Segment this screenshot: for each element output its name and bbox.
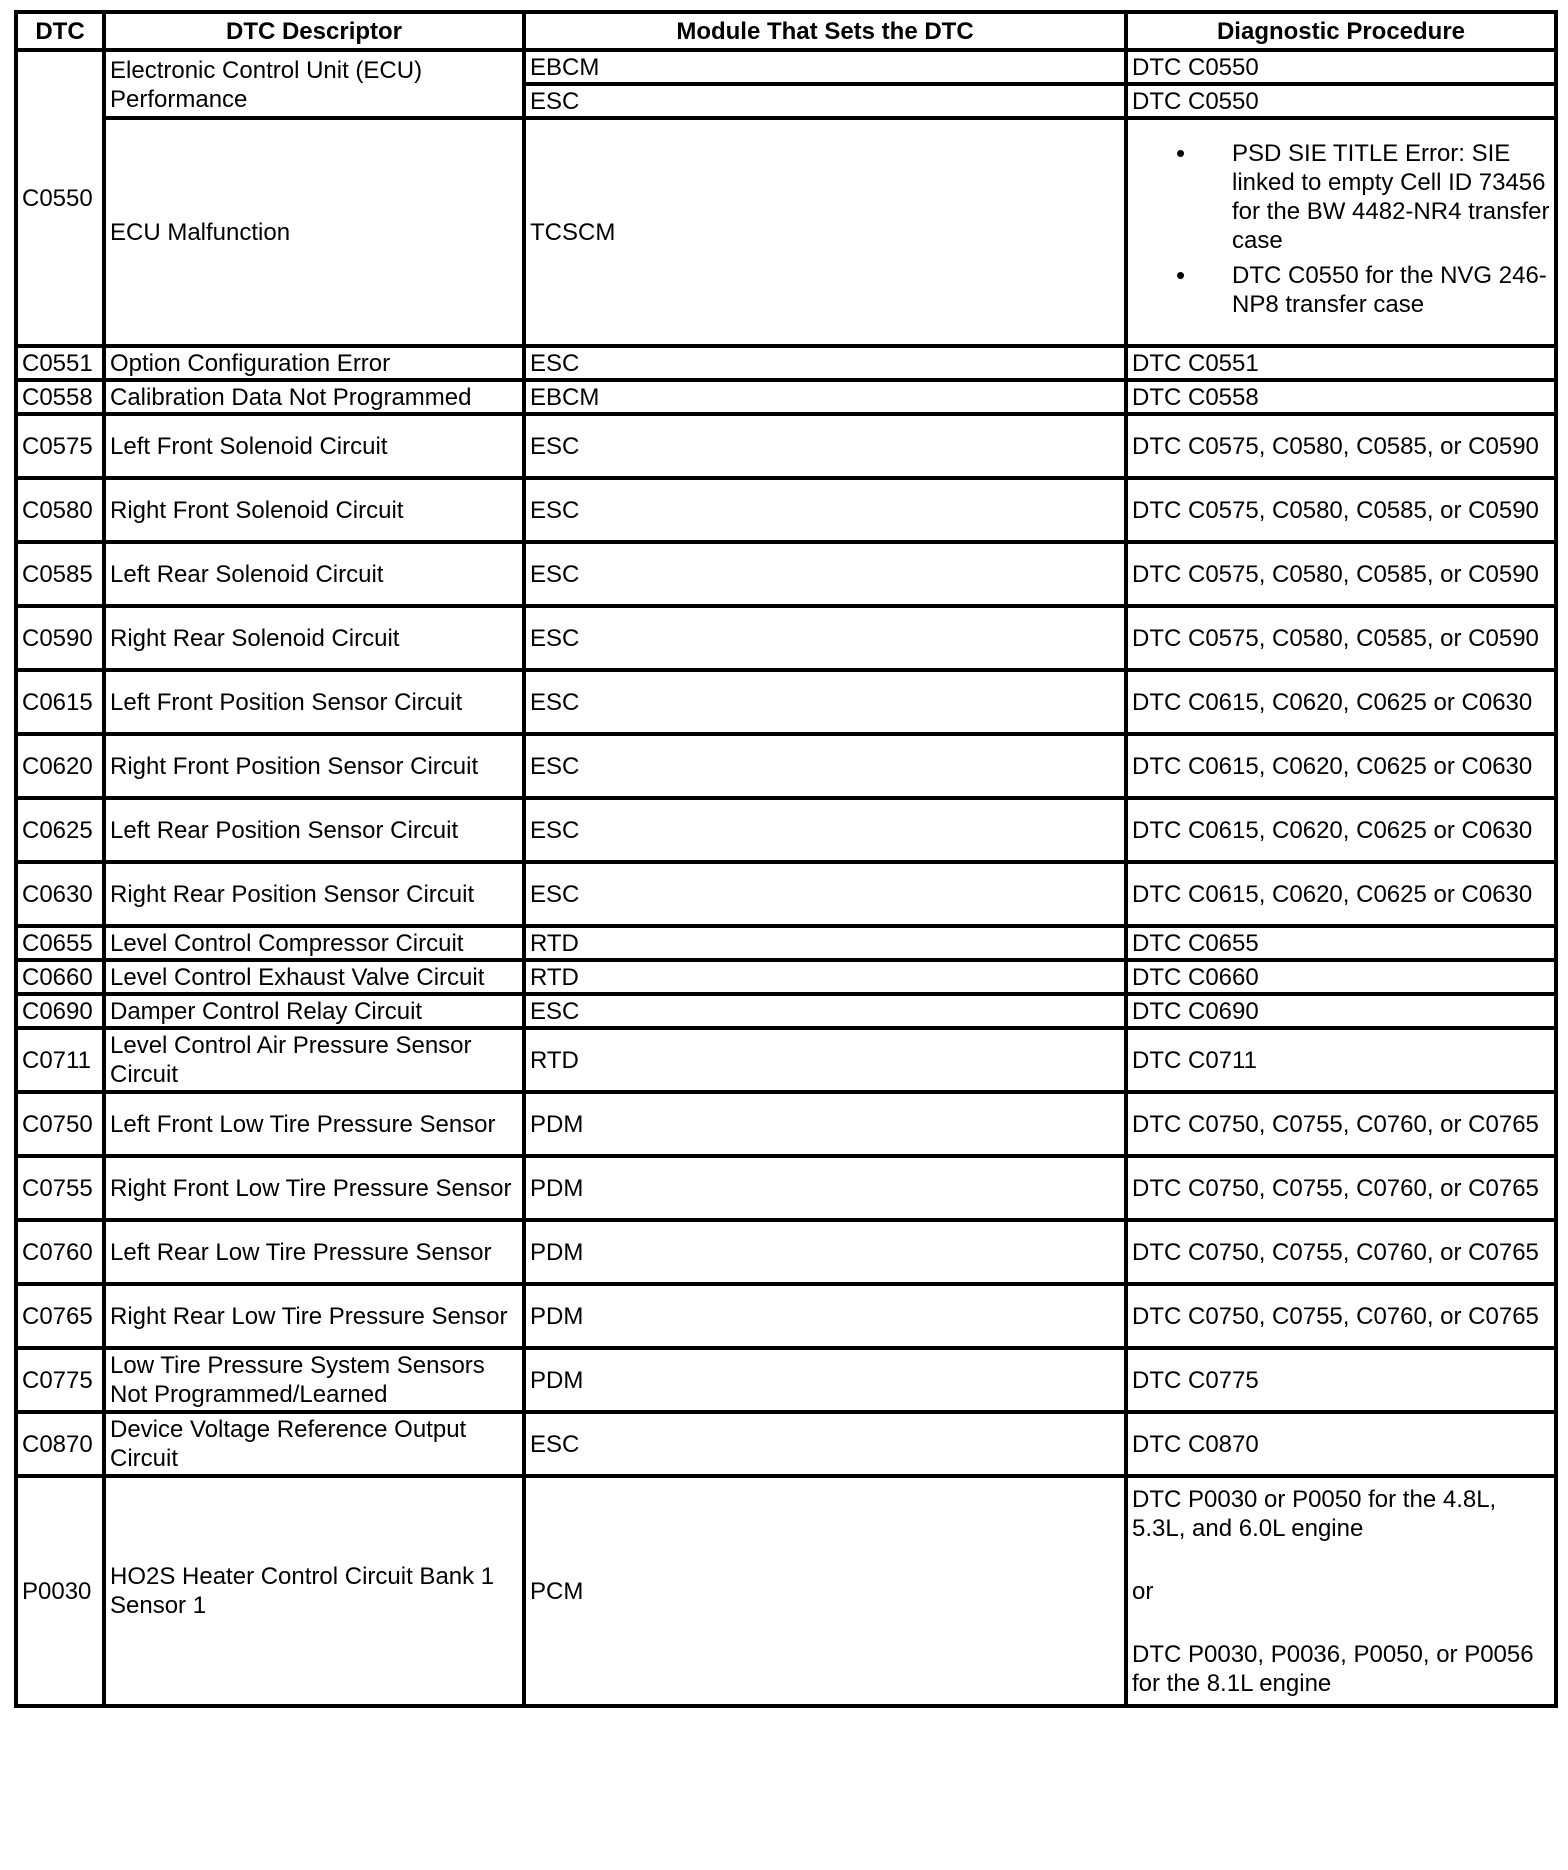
module-cell: PDM: [524, 1348, 1126, 1412]
table-row: [16, 926, 1556, 960]
dtc-code-cell: C0620: [16, 734, 104, 798]
dtc-code-cell: C0760: [16, 1220, 104, 1284]
module-cell: PCM: [524, 1476, 1126, 1706]
table-body-last: [16, 1476, 1556, 1706]
dtc-code-cell: C0775: [16, 1348, 104, 1412]
descriptor-cell: Left Front Low Tire Pressure Sensor: [104, 1092, 524, 1156]
module-cell: ESC: [524, 670, 1126, 734]
procedure-cell: DTC C0750, C0755, C0760, or C0765: [1126, 1284, 1556, 1348]
table-header-row: [16, 12, 1556, 50]
dtc-code-cell: C0755: [16, 1156, 104, 1220]
table-row: [16, 606, 1556, 670]
procedure-cell: DTC C0775: [1126, 1348, 1556, 1412]
table-row: [16, 1412, 1556, 1476]
table-row: [16, 798, 1556, 862]
procedure-cell: DTC C0558: [1126, 380, 1556, 414]
procedure-text: DTC P0030 or P0050 for the 4.8L, 5.3L, and 6.0L engine: [1132, 1485, 1497, 1542]
procedure-bullet: • DTC C0550 for the NVG 246-NP8 transfer case: [1176, 261, 1550, 319]
module-cell: ESC: [524, 862, 1126, 926]
table-row: [16, 414, 1556, 478]
descriptor-cell: Calibration Data Not Programmed: [104, 380, 524, 414]
table-row: [16, 1220, 1556, 1284]
module-cell: ESC: [524, 1412, 1126, 1476]
procedure-cell: DTC C0660: [1126, 960, 1556, 994]
table-row: [16, 1348, 1556, 1412]
descriptor-cell: Level Control Air Pressure Sensor Circuit: [104, 1028, 524, 1092]
descriptor-cell: Left Rear Solenoid Circuit: [104, 542, 524, 606]
table-body: [16, 50, 1556, 346]
dtc-code-cell: C0711: [16, 1028, 104, 1092]
procedure-cell: [1126, 1476, 1556, 1706]
table-row: [16, 1284, 1556, 1348]
table-row: [16, 50, 1556, 84]
table-row: [16, 380, 1556, 414]
table-row: [16, 1476, 1556, 1706]
module-cell: RTD: [524, 960, 1126, 994]
procedure-cell: DTC C0655: [1126, 926, 1556, 960]
procedure-cell: DTC C0551: [1126, 346, 1556, 380]
table-row: [16, 542, 1556, 606]
module-cell: ESC: [524, 478, 1126, 542]
descriptor-cell: Left Front Position Sensor Circuit: [104, 670, 524, 734]
module-cell: ESC: [524, 606, 1126, 670]
procedure-cell: [1126, 118, 1556, 346]
procedure-cell: DTC C0615, C0620, C0625 or C0630: [1126, 734, 1556, 798]
dtc-code-cell: C0690: [16, 994, 104, 1028]
descriptor-cell: Damper Control Relay Circuit: [104, 994, 524, 1028]
dtc-code-cell: C0551: [16, 346, 104, 380]
module-cell: EBCM: [524, 380, 1126, 414]
header-descriptor: DTC Descriptor: [104, 12, 524, 50]
procedure-cell: DTC C0615, C0620, C0625 or C0630: [1126, 862, 1556, 926]
table-body-rows: [16, 346, 1556, 1476]
module-cell: PDM: [524, 1284, 1126, 1348]
table-row: [16, 346, 1556, 380]
procedure-cell: DTC C0575, C0580, C0585, or C0590: [1126, 542, 1556, 606]
dtc-code-cell: C0655: [16, 926, 104, 960]
descriptor-cell: Right Front Solenoid Circuit: [104, 478, 524, 542]
procedure-cell: DTC C0550: [1126, 84, 1556, 118]
procedure-or: or: [1132, 1577, 1154, 1605]
descriptor-cell: HO2S Heater Control Circuit Bank 1 Sensor 1: [104, 1476, 524, 1706]
dtc-code-cell: C0625: [16, 798, 104, 862]
header-procedure: Diagnostic Procedure: [1126, 12, 1556, 50]
procedure-cell: DTC C0750, C0755, C0760, or C0765: [1126, 1156, 1556, 1220]
header-dtc: DTC: [16, 12, 104, 50]
table-row: [16, 1156, 1556, 1220]
procedure-cell: DTC C0615, C0620, C0625 or C0630: [1126, 670, 1556, 734]
module-cell: PDM: [524, 1156, 1126, 1220]
procedure-cell: DTC C0870: [1126, 1412, 1556, 1476]
dtc-table: [14, 10, 1558, 1708]
procedure-cell: DTC C0575, C0580, C0585, or C0590: [1126, 478, 1556, 542]
descriptor-cell: Right Rear Solenoid Circuit: [104, 606, 524, 670]
descriptor-cell: Right Rear Low Tire Pressure Sensor: [104, 1284, 524, 1348]
descriptor-cell: Left Front Solenoid Circuit: [104, 414, 524, 478]
table-row: [16, 862, 1556, 926]
procedure-cell: DTC C0575, C0580, C0585, or C0590: [1126, 414, 1556, 478]
descriptor-cell: Level Control Exhaust Valve Circuit: [104, 960, 524, 994]
table-row: [16, 118, 1556, 346]
descriptor-cell: Low Tire Pressure System Sensors Not Programmed/Learned: [104, 1348, 524, 1412]
module-cell: ESC: [524, 346, 1126, 380]
module-cell: EBCM: [524, 50, 1126, 84]
module-cell: TCSCM: [524, 118, 1126, 346]
dtc-code-cell: C0585: [16, 542, 104, 606]
table-row: [16, 1028, 1556, 1092]
table-row: [16, 670, 1556, 734]
module-cell: ESC: [524, 994, 1126, 1028]
module-cell: ESC: [524, 542, 1126, 606]
dtc-code-cell: C0558: [16, 380, 104, 414]
table-row: [16, 994, 1556, 1028]
dtc-code-cell: C0615: [16, 670, 104, 734]
table-row: [16, 960, 1556, 994]
descriptor-cell: Level Control Compressor Circuit: [104, 926, 524, 960]
module-cell: ESC: [524, 414, 1126, 478]
procedure-cell: DTC C0615, C0620, C0625 or C0630: [1126, 798, 1556, 862]
dtc-code-cell: P0030: [16, 1476, 104, 1706]
procedure-cell: DTC C0711: [1126, 1028, 1556, 1092]
procedure-cell: DTC C0750, C0755, C0760, or C0765: [1126, 1092, 1556, 1156]
dtc-code-cell: C0765: [16, 1284, 104, 1348]
dtc-code-cell: C0580: [16, 478, 104, 542]
module-cell: PDM: [524, 1220, 1126, 1284]
dtc-code-cell: C0750: [16, 1092, 104, 1156]
procedure-cell: DTC C0550: [1126, 50, 1556, 84]
table-row: [16, 1092, 1556, 1156]
dtc-code-cell: C0660: [16, 960, 104, 994]
descriptor-cell: Right Rear Position Sensor Circuit: [104, 862, 524, 926]
dtc-code-cell: C0575: [16, 414, 104, 478]
descriptor-cell: ECU Malfunction: [104, 118, 524, 346]
descriptor-cell: Left Rear Position Sensor Circuit: [104, 798, 524, 862]
descriptor-cell: Right Front Low Tire Pressure Sensor: [104, 1156, 524, 1220]
procedure-cell: DTC C0750, C0755, C0760, or C0765: [1126, 1220, 1556, 1284]
descriptor-cell: Electronic Control Unit (ECU) Performance: [104, 50, 524, 118]
module-cell: ESC: [524, 734, 1126, 798]
dtc-code-cell: C0550: [16, 50, 104, 346]
table-row: [16, 734, 1556, 798]
descriptor-cell: Right Front Position Sensor Circuit: [104, 734, 524, 798]
header-module: Module That Sets the DTC: [524, 12, 1126, 50]
dtc-code-cell: C0590: [16, 606, 104, 670]
descriptor-cell: Device Voltage Reference Output Circuit: [104, 1412, 524, 1476]
procedure-bullet: • PSD SIE TITLE Error: SIE linked to empty Cell ID 73456 for the BW 4482-NR4 transfer case: [1176, 139, 1550, 255]
procedure-cell: DTC C0690: [1126, 994, 1556, 1028]
descriptor-cell: Option Configuration Error: [104, 346, 524, 380]
descriptor-cell: Left Rear Low Tire Pressure Sensor: [104, 1220, 524, 1284]
procedure-cell: DTC C0575, C0580, C0585, or C0590: [1126, 606, 1556, 670]
table-row: [16, 478, 1556, 542]
procedure-bullet-list: [1132, 139, 1550, 319]
procedure-text: DTC P0030, P0036, P0050, or P0056 for the 8.1L engine: [1132, 1640, 1534, 1697]
module-cell: PDM: [524, 1092, 1126, 1156]
module-cell: ESC: [524, 84, 1126, 118]
dtc-code-cell: C0870: [16, 1412, 104, 1476]
module-cell: RTD: [524, 1028, 1126, 1092]
module-cell: ESC: [524, 798, 1126, 862]
dtc-code-cell: C0630: [16, 862, 104, 926]
module-cell: RTD: [524, 926, 1126, 960]
